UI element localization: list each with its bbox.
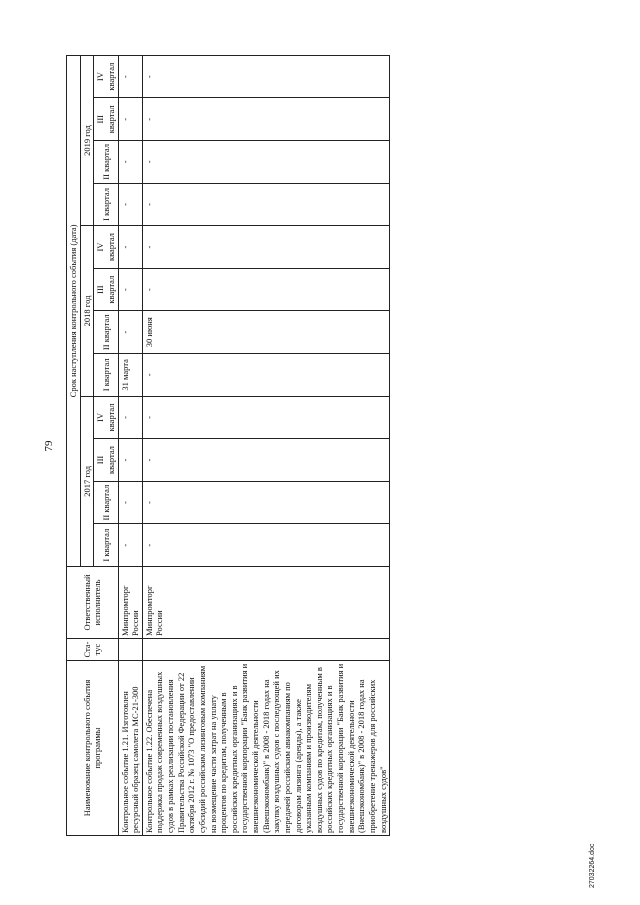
deadline-cell: 31 марта	[118, 354, 142, 397]
document-footer: 27032264.doc	[589, 843, 596, 888]
control-events-table	[66, 55, 390, 836]
deadline-cell: -	[118, 524, 142, 567]
deadline-cell: -	[142, 98, 389, 141]
header-quarter: III квартал	[94, 268, 118, 311]
header-year-2018: 2018 год	[80, 226, 94, 396]
header-quarter: III квартал	[94, 98, 118, 141]
header-quarter: III квартал	[94, 439, 118, 482]
deadline-cell: -	[142, 481, 389, 524]
header-status: Ста-тус	[67, 639, 119, 661]
deadline-cell: 30 июня	[142, 311, 389, 354]
header-quarter: IV квартал	[94, 396, 118, 439]
event-name: Контрольное событие 1.22. Обеспечена поддержка продаж современных воздушных судов в рамках реализации постановления Правительства Российской Федерации от 22 октября 2012 г. № 1073 "О предоставлении субсидий российским лизинговым компаниям на возмещение части затрат на уплату процентов по кредитам, полученным в российских кредитных организациях и в государственной корпорации "Банк развития и внешнеэкономической деятельности (Внешэкономбанк)" в 2008 - 2018 годах на закупку воздушных судов с последующей их передачей российским авиакомпаниям по договорам лизинга (аренды), а также указанным компаниям и производителям воздушных судов по кредитам, полученным в российских кредитных организациях и в государственной корпорации "Банк развития и внешнеэкономической деятельности (Внешэкономбанк)" в 2008 - 2018 годах на приобретение тренажеров для российских воздушных судов"	[142, 661, 389, 836]
event-responsible: Минпромторг России	[142, 567, 389, 639]
deadline-cell: -	[142, 226, 389, 269]
event-name: Контрольное событие 1.21. Изготовлен ресурсный образец самолета МС-21-300	[118, 661, 142, 836]
deadline-cell: -	[118, 98, 142, 141]
header-year-2019: 2019 год	[80, 55, 94, 225]
event-status	[118, 639, 142, 661]
deadline-cell: -	[142, 396, 389, 439]
event-responsible: Минпромторг России	[118, 567, 142, 639]
header-quarter: I квартал	[94, 183, 118, 226]
header-responsible: Ответственный исполнитель	[67, 567, 119, 639]
deadline-cell: -	[142, 141, 389, 184]
deadline-cell: -	[142, 524, 389, 567]
deadline-cell: -	[118, 141, 142, 184]
deadline-cell: -	[118, 481, 142, 524]
header-quarter: II квартал	[94, 141, 118, 184]
deadline-cell: -	[118, 311, 142, 354]
header-quarter: I квартал	[94, 524, 118, 567]
deadline-cell: -	[118, 268, 142, 311]
deadline-cell: -	[118, 396, 142, 439]
deadline-cell: -	[118, 55, 142, 98]
deadline-cell: -	[118, 439, 142, 482]
table-row	[142, 55, 389, 835]
header-quarter: IV квартал	[94, 226, 118, 269]
event-status	[142, 639, 389, 661]
deadline-cell: -	[118, 183, 142, 226]
deadline-cell: -	[118, 226, 142, 269]
header-name: Наименование контрольного события программы	[67, 661, 119, 836]
header-deadline: Срок наступления контрольного события (дата)	[67, 55, 81, 566]
deadline-cell: -	[142, 55, 389, 98]
deadline-cell: -	[142, 268, 389, 311]
page-number: 79	[43, 440, 55, 452]
header-quarter: IV квартал	[94, 55, 118, 98]
header-quarter: I квартал	[94, 354, 118, 397]
deadline-cell: -	[142, 439, 389, 482]
header-quarter: II квартал	[94, 311, 118, 354]
deadline-cell: -	[142, 354, 389, 397]
deadline-cell: -	[142, 183, 389, 226]
header-year-2017: 2017 год	[80, 396, 94, 566]
rotated-page	[66, 56, 586, 836]
table-row	[118, 55, 142, 835]
header-quarter: II квартал	[94, 481, 118, 524]
